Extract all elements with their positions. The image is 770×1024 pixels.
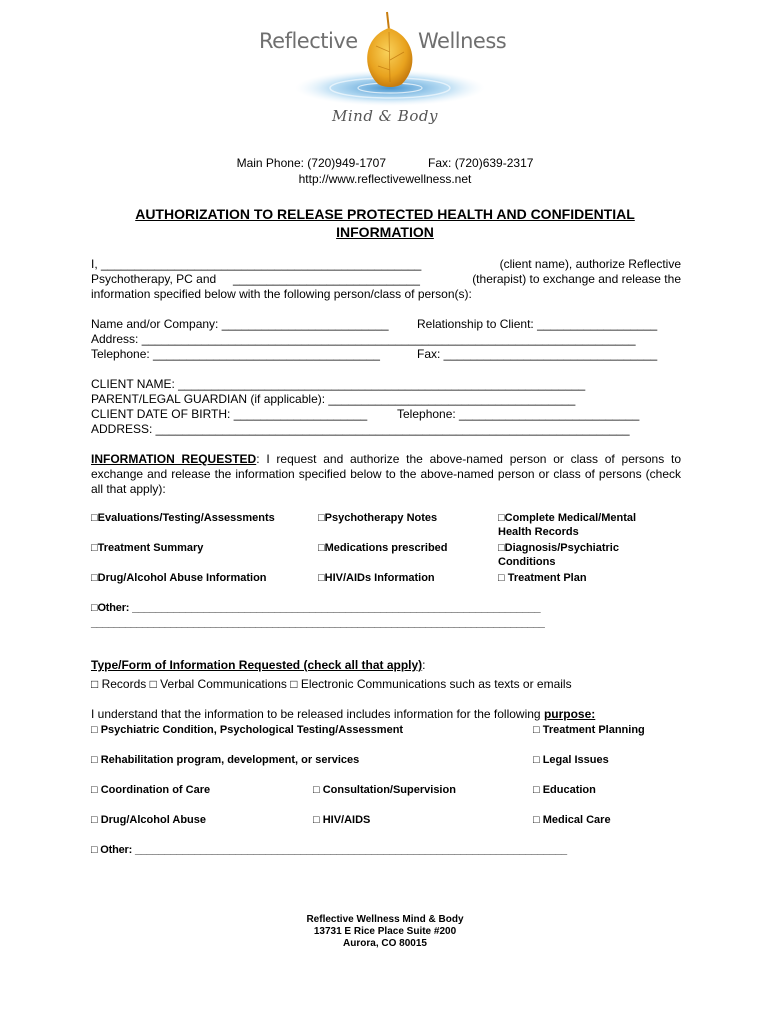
footer-city: Aurora, CO 80015 — [343, 938, 427, 949]
checkbox-psychiatric-condition[interactable]: □ Psychiatric Condition, Psychological Testing/Assessment — [91, 724, 404, 736]
checkbox-psychotherapy-notes[interactable]: □Psychotherapy Notes — [318, 512, 438, 524]
checkbox-drug-alcohol-abuse[interactable]: □ Drug/Alcohol Abuse — [91, 814, 207, 826]
intro-line-1: I, ________________________________________________ (client name), authorize Reflective — [91, 257, 681, 271]
checkbox-complete-records-line2: Health Records — [498, 526, 579, 538]
recipient-telephone-field[interactable]: Telephone: __________________________________ — [91, 347, 380, 361]
footer-street: 13731 E Rice Place Suite #200 — [313, 926, 457, 937]
checkbox-drug-alcohol-info[interactable]: □Drug/Alcohol Abuse Information — [91, 572, 267, 584]
form-title-line1: AUTHORIZATION TO RELEASE PROTECTED HEALTH AND CONFIDENTIAL — [135, 206, 635, 222]
fax-number: Fax: (720)639-2317 — [428, 156, 534, 170]
therapist-blank[interactable]: ____________________________ — [233, 272, 420, 286]
client-dob-field[interactable]: CLIENT DATE OF BIRTH: ____________________ — [91, 407, 368, 421]
logo-tagline: Mind & Body — [332, 107, 438, 125]
checkbox-rehabilitation[interactable]: □ Rehabilitation program, development, or services — [91, 754, 360, 766]
client-name-blank[interactable]: I, ________________________________________________ — [91, 257, 422, 271]
checkbox-other[interactable]: □Other: _____________________________________________________________________ — [91, 602, 541, 614]
checkbox-treatment-plan[interactable]: □ Treatment Plan — [498, 572, 587, 584]
checkbox-treatment-planning[interactable]: □ Treatment Planning — [533, 724, 645, 736]
type-form-label: Type/Form of Information Requested (check all that apply) — [91, 658, 423, 672]
intro-line-2: Psychotherapy, PC and ____________________________ (therapist) to exchange and release the — [91, 272, 681, 286]
checkbox-hiv-aids[interactable]: □ HIV/AIDS — [313, 814, 371, 826]
checkbox-education[interactable]: □ Education — [533, 784, 596, 796]
recipient-name-row — [91, 317, 681, 332]
checkbox-complete-records[interactable]: □Complete Medical/Mental — [498, 512, 637, 524]
client-name-field[interactable]: CLIENT NAME: _____________________________________________________________ — [91, 377, 586, 391]
client-address-field[interactable]: ADDRESS: _______________________________________________________________________ — [91, 422, 630, 436]
checkbox-coordination-of-care[interactable]: □ Coordination of Care — [91, 784, 211, 796]
checkbox-purpose-other[interactable]: □ Other: _________________________________________________________________________ — [91, 844, 567, 856]
logo-word-reflective: Reflective — [259, 29, 358, 53]
client-telephone-field[interactable]: Telephone: ___________________________ — [397, 407, 640, 421]
relationship-field[interactable]: Relationship to Client: __________________ — [417, 317, 658, 331]
purpose-label: purpose: — [543, 707, 596, 721]
form-title — [100, 205, 670, 241]
checkbox-consultation[interactable]: □ Consultation/Supervision — [313, 784, 456, 796]
client-dob-row — [91, 407, 681, 422]
recipient-fax-field[interactable]: Fax: ________________________________ — [417, 347, 658, 361]
checkbox-hiv-info[interactable]: □HIV/AIDs Information — [318, 572, 435, 584]
other-line2[interactable]: ________________________________________________________________________________ — [91, 617, 545, 629]
checkbox-diagnosis[interactable]: □Diagnosis/Psychiatric — [498, 542, 619, 554]
recipient-address-field[interactable]: Address: __________________________________________________________________________ — [91, 332, 636, 346]
logo-word-wellness: Wellness — [418, 29, 507, 53]
website-link[interactable]: http://www.reflectivewellness.net — [298, 172, 472, 186]
main-phone: Main Phone: (720)949-1707 — [236, 156, 387, 170]
form-title-line2: INFORMATION — [336, 224, 434, 240]
guardian-field[interactable]: PARENT/LEGAL GUARDIAN (if applicable): _____________________________________ — [91, 392, 576, 406]
recipient-phone-row — [91, 347, 681, 362]
checkbox-medications[interactable]: □Medications prescribed — [318, 542, 448, 554]
reflective-wellness-logo — [250, 8, 530, 132]
checkbox-evaluations[interactable]: □Evaluations/Testing/Assessments — [91, 512, 275, 524]
checkbox-medical-care[interactable]: □ Medical Care — [533, 814, 611, 826]
intro-line-3: information specified below with the following person/class of person(s): — [91, 287, 472, 301]
checkbox-diagnosis-line2: Conditions — [498, 556, 556, 568]
type-form-heading: Type/Form of Information Requested (check all that apply): — [91, 658, 426, 672]
information-requested-paragraph: INFORMATION REQUESTED: I request and authorize the above-named person or class of persons to exchange and release the information specified below to the above-named person or class of persons (check all that apply): — [91, 452, 682, 496]
recipient-name-field[interactable]: Name and/or Company: _________________________ — [91, 317, 389, 331]
information-requested-label: INFORMATION REQUESTED — [91, 452, 257, 466]
purpose-intro: I understand that the information to be released includes information for the following purpose: — [91, 707, 596, 721]
type-form-options[interactable]: □ Records □ Verbal Communications □ Electronic Communications such as texts or emails — [91, 677, 572, 691]
checkbox-legal-issues[interactable]: □ Legal Issues — [533, 754, 609, 766]
contact-phone-fax — [0, 156, 770, 171]
checkbox-treatment-summary[interactable]: □Treatment Summary — [91, 542, 204, 554]
footer-org-name: Reflective Wellness Mind & Body — [306, 914, 464, 925]
